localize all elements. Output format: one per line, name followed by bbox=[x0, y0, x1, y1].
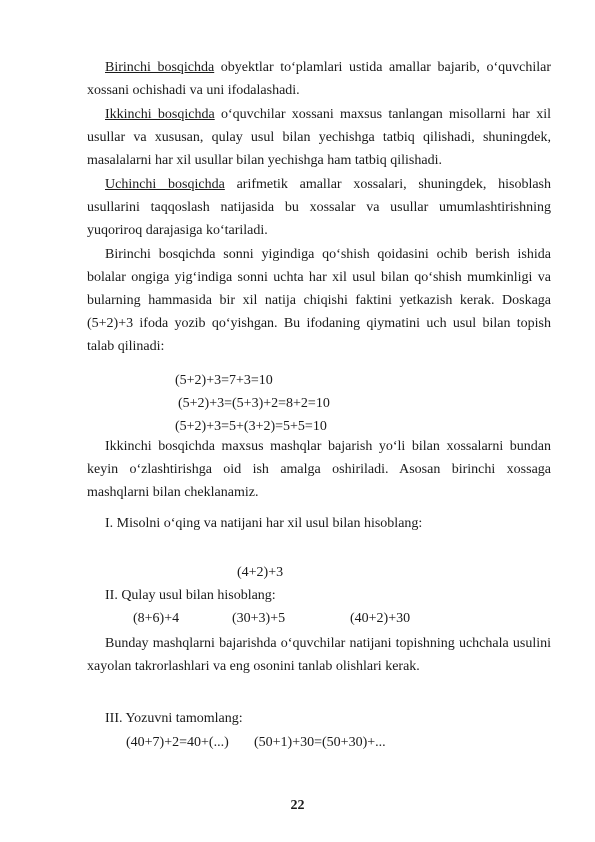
task-two-expression-1: (8+6)+4 bbox=[133, 611, 180, 626]
paragraph-text: Bunday mashqlarni bajarishda o‘quvchilar natijani topishning uchchala usulini xayolan takrorlashlari va eng osonini tanlab olishlari kerak. bbox=[87, 636, 551, 674]
task-one-expression: (4+2)+3 bbox=[237, 565, 284, 580]
paragraph-second-stage bbox=[87, 436, 551, 505]
paragraph-text: o‘quvchilar xossani maxsus tanlangan misollarni har xil usullar va xususan, qulay usul bilan yechishga tatbiq qilishadi, shuningdek, masalalarni har xil usullar bilan yechishga ham tatbiq qilishadi. bbox=[87, 107, 551, 168]
equation-1: (5+2)+3=7+3=10 bbox=[175, 373, 273, 388]
paragraph-stage-two bbox=[87, 104, 551, 173]
paragraph-stage-three bbox=[87, 174, 551, 243]
task-three-expression-1: (40+7)+2=40+(...) bbox=[126, 735, 229, 750]
term-second-stage: Ikkinchi bosqichda bbox=[105, 107, 215, 122]
paragraph-text: arifmetik amallar xossalari, shuningdek, hisoblash usullarini taqqoslash natijasida bu xossalar va usullar umumlashtirishning yuqoriroq darajasiga ko‘tariladi. bbox=[87, 177, 551, 238]
task-one-instruction: I. Misolni o‘qing va natijani har xil usul bilan hisoblang: bbox=[105, 516, 423, 531]
paragraph-text: Birinchi bosqichda sonni yigindiga qo‘shish qoidasini ochib berish ishida bolalar ongiga yig‘indiga sonni uchta har xil usul bilan qo‘shish mumkinligi va bularning hammasida bir xil natija chiqishi faktini yetkazish kerak. Doskaga (5+2)+3 ifoda yozib qo‘yishgan. Bu ifodaning qiymatini uch usul bilan topish talab qilinadi: bbox=[87, 247, 551, 354]
task-two-expression-3: (40+2)+30 bbox=[350, 611, 411, 626]
paragraph-stage-one bbox=[87, 57, 551, 103]
task-three-instruction: III. Yozuvni tamomlang: bbox=[105, 711, 243, 726]
equation-3: (5+2)+3=5+(3+2)=5+5=10 bbox=[175, 419, 327, 434]
page-number: 22 bbox=[290, 798, 305, 813]
paragraph-text: Ikkinchi bosqichda maxsus mashqlar bajarish yo‘li bilan xossalarni bundan keyin o‘zlashtirishga oid ish amalga oshiriladi. Asosan birinchi xossaga mashqlarni bilan cheklanamiz. bbox=[87, 439, 551, 500]
paragraph-first-stage-example bbox=[87, 244, 551, 359]
task-three-expression-2: (50+1)+30=(50+30)+... bbox=[254, 735, 386, 750]
equation-2: (5+2)+3=(5+3)+2=8+2=10 bbox=[178, 396, 330, 411]
paragraph-text: obyektlar to‘plamlari ustida amallar bajarib, o‘quvchilar xossani ochishadi va uni ifodalashadi. bbox=[87, 60, 551, 98]
task-two-instruction: II. Qulay usul bilan hisoblang: bbox=[105, 588, 276, 603]
term-third-stage: Uchinchi bosqichda bbox=[105, 177, 225, 192]
paragraph-exercise-note bbox=[87, 633, 551, 679]
task-two-expression-2: (30+3)+5 bbox=[232, 611, 286, 626]
term-first-stage: Birinchi bosqichda bbox=[105, 60, 215, 75]
